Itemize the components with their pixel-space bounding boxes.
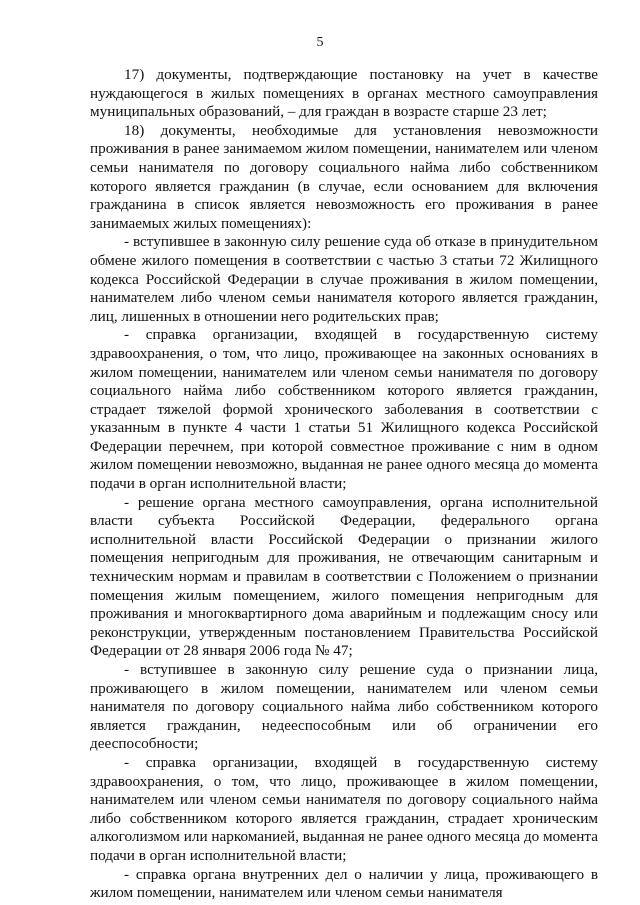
list-item-court-decision-exchange: - вступившее в законную силу решение суда об отказе в принудительном обмене жилого помещения в соответствии с частью 3 статьи 72 Жилищного кодекса Российской Федерации в случае проживания в жилом помещении, нанимателем либо членом семьи нанимателя которого является гражданин, лиц, лишенных в отношении него родительских прав;	[90, 233, 598, 325]
paragraph-item-18: 18) документы, необходимые для установления невозможности проживания в ранее занимаемом жилом помещении, нанимателем или членом семьи нанимателя по договору социального найма либо собственником которого является гражданин (в случае, если основанием для включения гражданина в список является невозможность его проживания в ранее занимаемых жилых помещениях):	[90, 121, 598, 232]
list-item-police-certificate: - справка органа внутренних дел о наличии у лица, проживающего в жилом помещении, нанимателем или членом семьи нанимателя	[90, 865, 598, 902]
page-number: 5	[316, 35, 324, 50]
list-item-housing-unfit-decision: - решение органа местного самоуправления, органа исполнительной власти субъекта Российской Федерации, федерального органа исполнительной власти Российской Федерации о признании жилого помещения непригодным для проживания, не отвечающим санитарным и техническим нормам и правилам в соответствии с Положением о признании помещения жилым помещением, жилого помещения непригодным для проживания и многоквартирного дома аварийным и подлежащим сносу или реконструкции, утвержденным постановлением Правительства Российской Федерации от 28 января 2006 года № 47;	[90, 493, 598, 660]
list-item-court-decision-incapacity: - вступившее в законную силу решение суда о признании лица, проживающего в жилом помещении, нанимателем или членом семьи нанимателя по договору социального найма либо собственником которого является гражданин, недееспособным или об ограничении его дееспособности;	[90, 661, 598, 753]
document-body	[90, 66, 598, 903]
list-item-health-certificate-chronic-disease: - справка организации, входящей в государственную систему здравоохранения, о том, что лицо, проживающее на законных основаниях в жилом помещении, нанимателем или членом семьи нанимателя по договору социального найма либо собственником которого является гражданин, страдает тяжелой формой хронического заболевания в соответствии с указанным в пункте 4 части 1 статьи 51 Жилищного кодекса Российской Федерации перечнем, при которой совместное проживание с ним в одном жилом помещении невозможно, выданная не ранее одного месяца до момента подачи в орган исполнительной власти;	[90, 326, 598, 493]
list-item-health-certificate-addiction: - справка организации, входящей в государственную систему здравоохранения, о том, что лицо, проживающее в жилом помещении, нанимателем или членом семьи нанимателя по договору социального найма либо собственником которого является гражданин, страдает хроническим алкоголизмом или наркоманией, выданная не ранее одного месяца до момента подачи в орган исполнительной власти;	[90, 753, 598, 864]
paragraph-item-17: 17) документы, подтверждающие постановку на учет в качестве нуждающегося в жилых помещениях в органах местного самоуправления муниципальных образований, – для граждан в возрасте старше 23 лет;	[90, 66, 598, 121]
